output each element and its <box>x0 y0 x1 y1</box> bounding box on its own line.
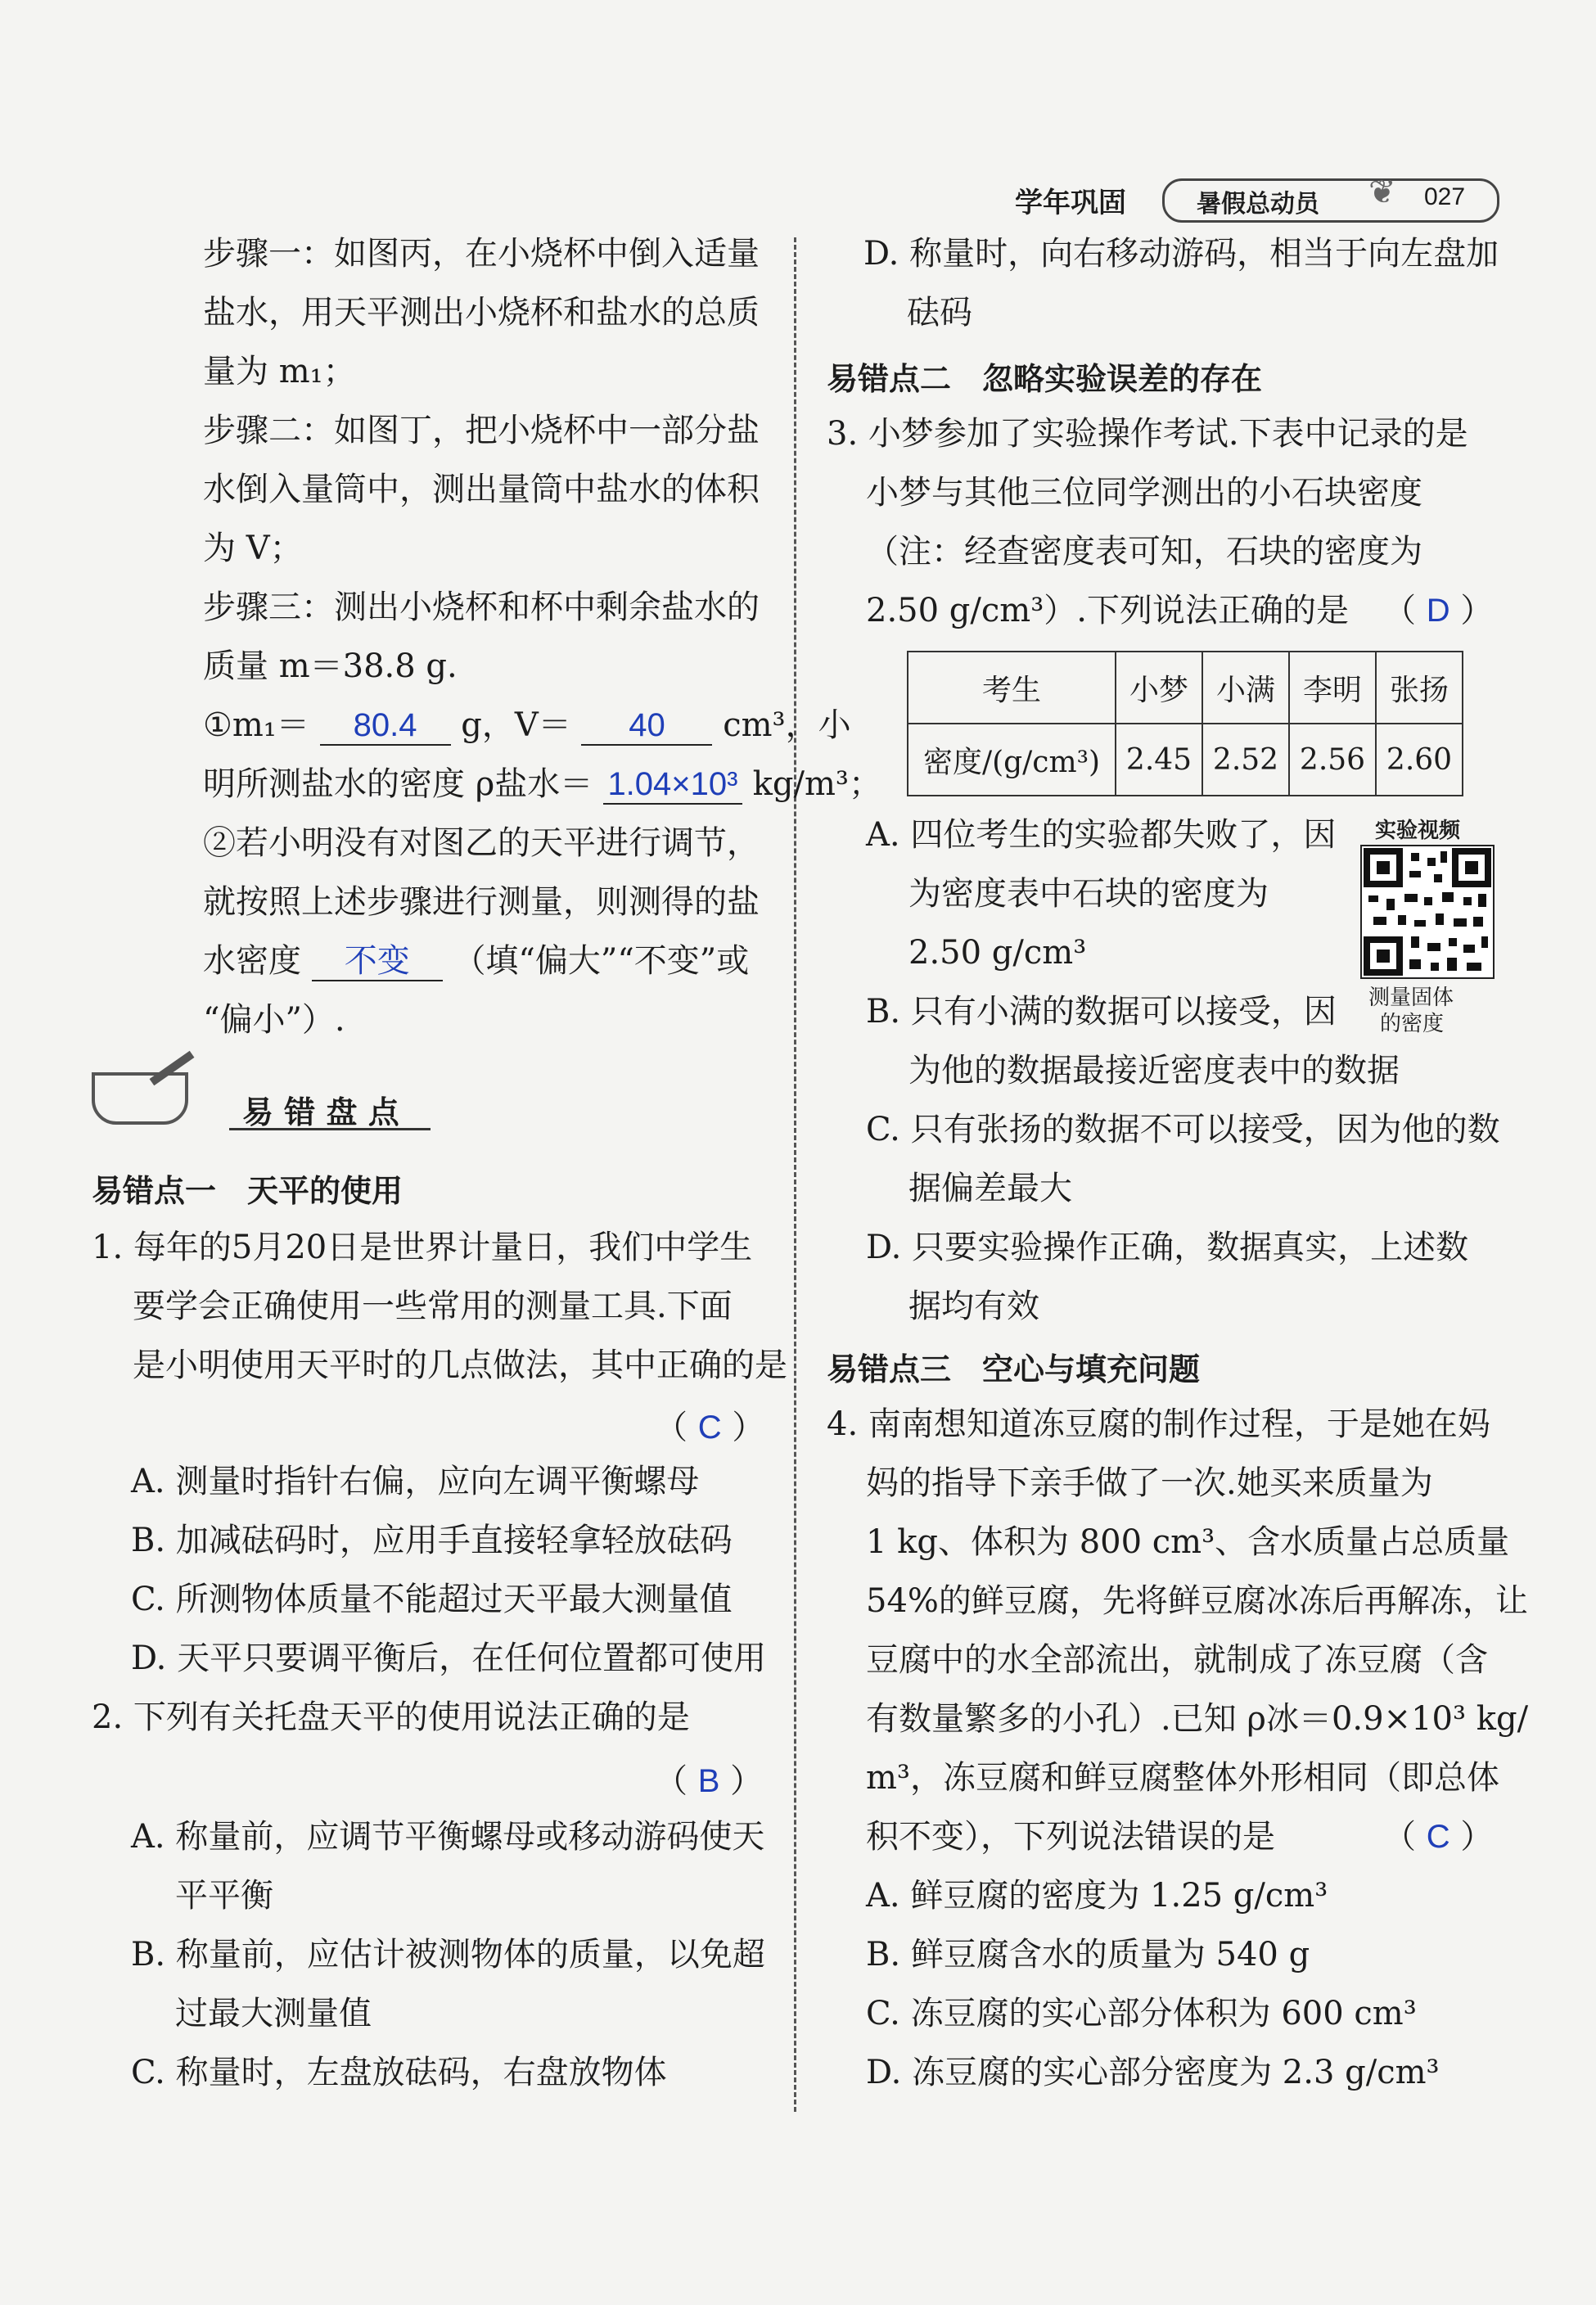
q4-option-b: B. 鲜豆腐含水的质量为 540 g <box>866 1936 1310 1973</box>
question-b <box>203 760 881 809</box>
table-cell: 2.52 <box>1202 724 1289 796</box>
q3-answer-bracket: （ D ） <box>1383 592 1494 629</box>
q4-option-a: A. 鲜豆腐的密度为 1.25 g/cm³ <box>866 1877 1328 1915</box>
q4-option-c: C. 冻豆腐的实心部分体积为 600 cm³ <box>866 1995 1417 2032</box>
q3-line3: （注：经查密度表可知，石块的密度为 <box>866 533 1422 571</box>
answer-density: 1.04×10³ <box>603 765 742 805</box>
q2-option-a2: 平平衡 <box>175 1877 273 1915</box>
table-header-cell: 考生 <box>908 652 1116 724</box>
step1-line2: 盐水，用天平测出小烧杯和盐水的总质 <box>203 294 760 332</box>
q4-line7: m³，冻豆腐和鲜豆腐整体外形相同（即总体 <box>866 1759 1499 1797</box>
qr-caption-1: 测量固体 <box>1368 986 1454 1010</box>
q4-line4: 54%的鲜豆腐，先将鲜豆腐冰冻后再解冻，让 <box>866 1582 1528 1620</box>
q2-stem: 2. 下列有关托盘天平的使用说法正确的是 <box>92 1698 690 1736</box>
q3-option-a1: A. 四位考生的实验都失败了，因 <box>866 816 1337 854</box>
density-table <box>907 651 1463 796</box>
q3-option-b1: B. 只有小满的数据可以接受，因 <box>866 993 1337 1031</box>
section-title: 易 错 盘 点 <box>242 1094 399 1130</box>
qc-post: （填“偏大”“不变”或 <box>453 942 750 980</box>
q4-answer-bracket: （ C ） <box>1383 1818 1494 1856</box>
q1-answer-bracket: （ C ） <box>655 1409 765 1446</box>
pencil-pot-icon <box>92 1072 188 1125</box>
qa-pre: ①m₁＝ <box>203 706 309 744</box>
step2-line2: 水倒入量筒中，测出量筒中盐水的体积 <box>203 471 760 508</box>
q3-line1: 3. 小梦参加了实验操作考试.下表中记录的是 <box>827 415 1468 453</box>
q1-option-d: D. 天平只要调平衡后，在任何位置都可使用 <box>131 1640 767 1677</box>
qa-post: cm³，小 <box>723 706 851 744</box>
header-brand: 学年巩固 <box>1015 187 1126 219</box>
qc-pre: 水密度 <box>203 942 301 980</box>
step3-line2: 质量 m＝38.8 g. <box>203 647 458 685</box>
question-a <box>203 701 851 750</box>
table-cell: 2.60 <box>1376 724 1463 796</box>
question-c-line4: “偏小”）. <box>203 1001 345 1039</box>
q4-line3: 1 kg、体积为 800 cm³、含水质量占总质量 <box>866 1523 1510 1561</box>
q1-line3: 是小明使用天平时的几点做法，其中正确的是 <box>133 1346 787 1384</box>
table-header-cell: 李明 <box>1289 652 1376 724</box>
q3-option-d1: D. 只要实验操作正确，数据真实，上述数 <box>866 1229 1469 1266</box>
step2-line3: 为 V； <box>203 530 303 567</box>
qr-caption-2: 的密度 <box>1380 1012 1445 1036</box>
q3-line4: 2.50 g/cm³）.下列说法正确的是 <box>866 592 1349 629</box>
answer-m1: 80.4 <box>320 706 451 746</box>
q1-answer: C <box>697 1410 722 1446</box>
step3-line1: 步骤三：测出小烧杯和杯中剩余盐水的 <box>203 589 760 626</box>
step1-line3: 量为 m₁； <box>203 353 356 390</box>
table-cell: 2.45 <box>1116 724 1202 796</box>
q2-option-b2: 过最大测量值 <box>175 1995 372 2032</box>
q3-option-c1: C. 只有张扬的数据不可以接受，因为他的数 <box>866 1111 1500 1148</box>
q4-line5: 豆腐中的水全部流出，就制成了冻豆腐（含 <box>866 1641 1488 1679</box>
table-header-cell: 张扬 <box>1376 652 1463 724</box>
q1-option-c: C. 所测物体质量不能超过天平最大测量值 <box>131 1581 733 1618</box>
table-cell: 2.56 <box>1289 724 1376 796</box>
qb-pre: 明所测盐水的密度 ρ盐水＝ <box>203 765 593 803</box>
section-underline <box>229 1128 431 1130</box>
question-c-line2: 就按照上述步骤进行测量，则测得的盐 <box>203 883 760 921</box>
q3-option-a3: 2.50 g/cm³ <box>908 934 1087 972</box>
error-point-2: 易错点二 忽略实验误差的存在 <box>827 361 1263 397</box>
q3-option-c2: 据偏差最大 <box>908 1170 1072 1207</box>
qa-mid: g，V＝ <box>461 706 571 744</box>
q3-answer: D <box>1426 593 1450 629</box>
error-point-1: 易错点一 天平的使用 <box>92 1173 404 1209</box>
q1-option-a: A. 测量时指针右偏，应向左调平衡螺母 <box>131 1463 700 1500</box>
qr-code-icon[interactable] <box>1360 845 1495 979</box>
q4-line1: 4. 南南想知道冻豆腐的制作过程，于是她在妈 <box>827 1405 1490 1443</box>
qb-post: kg/m³； <box>752 765 881 803</box>
q3-option-d2: 据均有效 <box>908 1288 1039 1325</box>
qr-title: 实验视频 <box>1375 819 1461 843</box>
q1-line2: 要学会正确使用一些常用的测量工具.下面 <box>133 1288 733 1325</box>
q2-option-b1: B. 称量前，应估计被测物体的质量，以免超 <box>131 1936 765 1973</box>
header-series: 暑假总动员 <box>1197 190 1319 219</box>
table-header-cell: 小满 <box>1202 652 1289 724</box>
q1-line1: 1. 每年的5月20日是世界计量日，我们中学生 <box>92 1229 753 1266</box>
q2-answer: B <box>697 1763 720 1799</box>
answer-v: 40 <box>581 706 712 746</box>
q2-option-a1: A. 称量前，应调节平衡螺母或移动游码使天 <box>131 1818 765 1856</box>
answer-change: 不变 <box>312 942 443 981</box>
q4-line6: 有数量繁多的小孔）.已知 ρ冰＝0.9×10³ kg/ <box>866 1700 1529 1738</box>
q3-option-b2: 为他的数据最接近密度表中的数据 <box>908 1052 1400 1089</box>
q2-option-d1: D. 称量时，向右移动游码，相当于向左盘加 <box>863 235 1499 273</box>
q2-option-c: C. 称量时，左盘放砝码，右盘放物体 <box>131 2054 667 2091</box>
q4-line2: 妈的指导下亲手做了一次.她买来质量为 <box>866 1464 1433 1502</box>
step1-line1: 步骤一：如图丙，在小烧杯中倒入适量 <box>203 235 760 273</box>
question-c-line1: ②若小明没有对图乙的天平进行调节， <box>203 824 760 862</box>
q3-line2: 小梦与其他三位同学测出的小石块密度 <box>866 474 1422 512</box>
leaf-icon: ❦ <box>1368 174 1396 211</box>
table-header-cell: 小梦 <box>1116 652 1202 724</box>
q1-option-b: B. 加减砝码时，应用手直接轻拿轻放砝码 <box>131 1522 733 1559</box>
q2-option-d2: 砝码 <box>907 294 972 332</box>
table-cell: 密度/(g/cm³) <box>908 724 1116 796</box>
q2-answer-bracket: （ B ） <box>655 1762 764 1800</box>
q4-line8: 积不变），下列说法错误的是 <box>866 1818 1275 1856</box>
error-point-3: 易错点三 空心与填充问题 <box>827 1351 1201 1387</box>
q4-answer: C <box>1426 1819 1450 1855</box>
q3-option-a2: 为密度表中石块的密度为 <box>908 875 1269 913</box>
q4-option-d: D. 冻豆腐的实心部分密度为 2.3 g/cm³ <box>866 2054 1440 2091</box>
page-number: 027 <box>1424 183 1466 210</box>
column-divider <box>794 237 796 2112</box>
step2-line1: 步骤二：如图丁，把小烧杯中一部分盐 <box>203 412 760 449</box>
question-c-line3 <box>203 936 749 986</box>
